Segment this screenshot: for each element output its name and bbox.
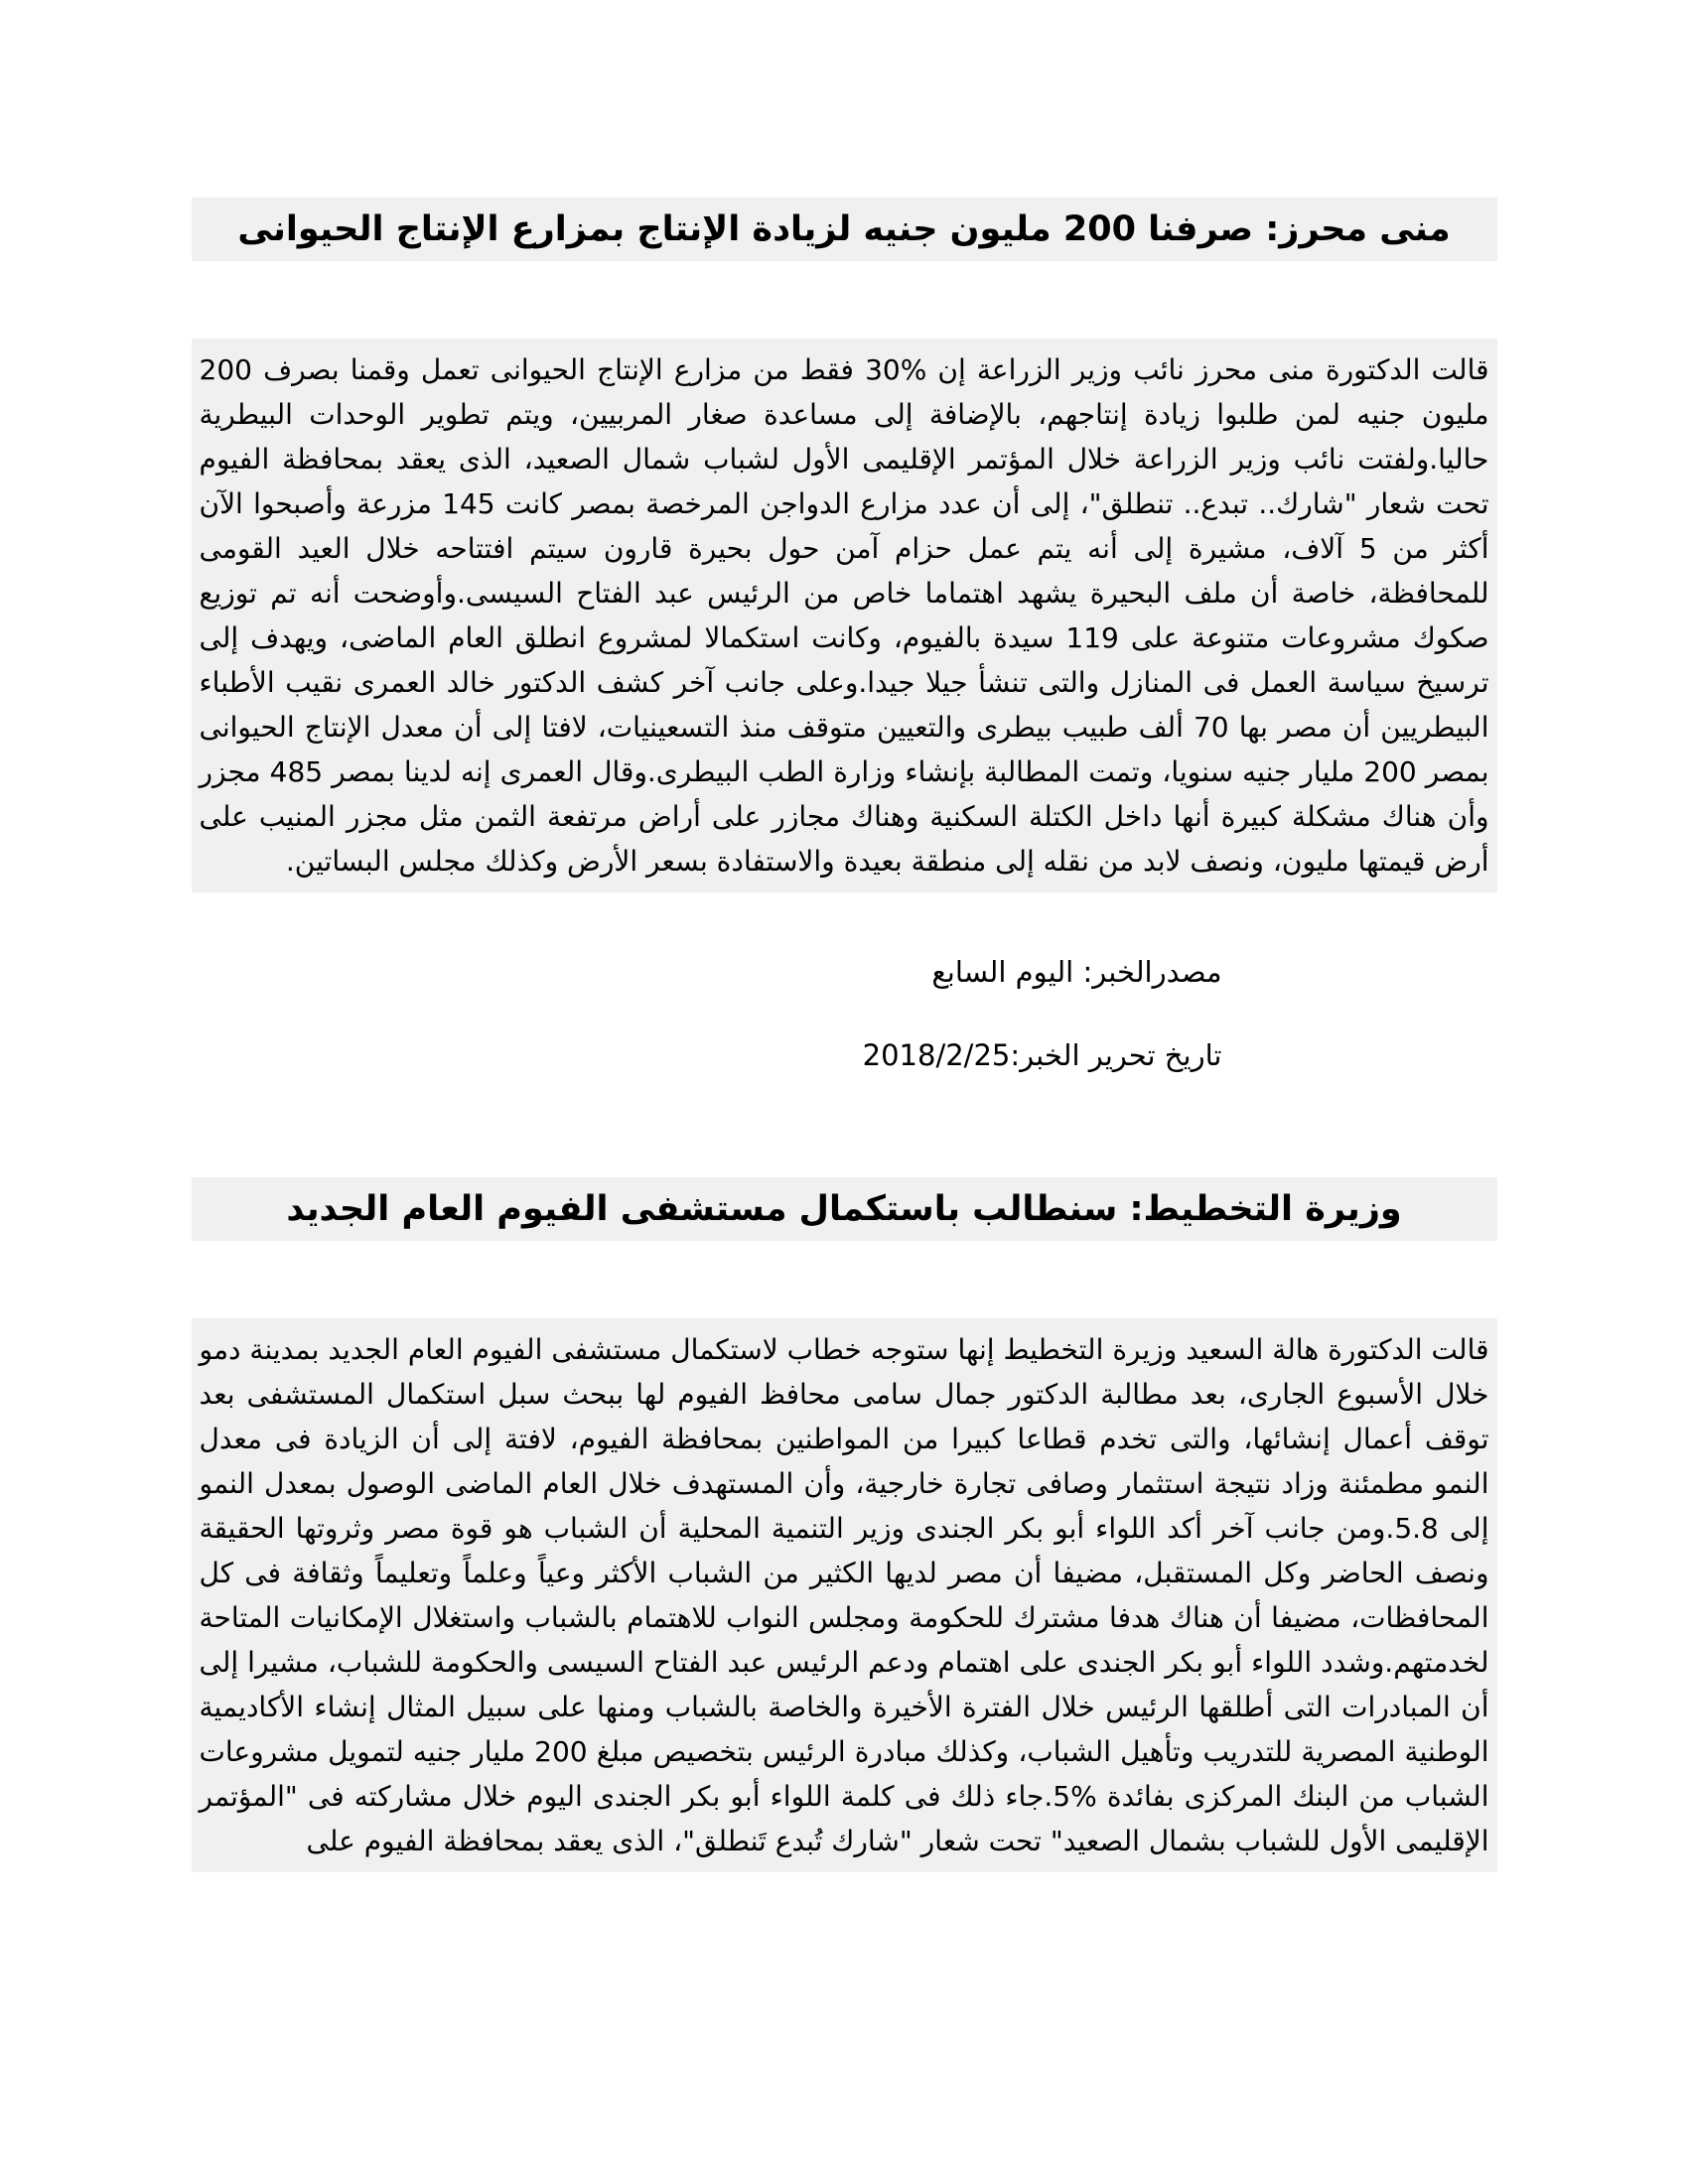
- article-second-headline: وزيرة التخطيط: سنطالب باستكمال مستشفى الفيوم العام الجديد: [192, 1177, 1497, 1241]
- article-first-source-line: مصدرالخبر: اليوم السابع: [931, 955, 1222, 989]
- article-second-body: قالت الدكتورة هالة السعيد وزيرة التخطيط إنها ستوجه خطاب لاستكمال مستشفى الفيوم العام الجديد بمدينة دمو خلال الأسبوع الجارى، بعد مطالبة الدكتور جمال سامى محافظ الفيوم لها ببحث سبل استكمال المستشفى بعد توقف أعمال إنشائها، والتى تخدم قطاعا كبيرا من المواطنين بمحافظة الفيوم، لافتة إلى أن الزيادة فى معدل النمو مطمئنة وزاد نتيجة استثمار وصافى تجارة خارجية، وأن المستهدف خلال العام الماضى الوصول بمعدل النمو إلى 5.8.ومن جانب آخر أكد اللواء أبو بكر الجندى وزير التنمية المحلية أن الشباب هو قوة مصر وثروتها الحقيقة ونصف الحاضر وكل المستقبل، مضيفا أن مصر لديها الكثير من الشباب الأكثر وعياً وعلماً وتعليماً وثقافة فى كل المحافظات، مضيفا أن هناك هدفا مشترك للحكومة ومجلس النواب للاهتمام بالشباب واستغلال الإمكانيات المتاحة لخدمتهم.وشدد اللواء أبو بكر الجندى على اهتمام ودعم الرئيس عبد الفتاح السيسى والحكومة للشباب، مشيرا إلى أن المبادرات التى أطلقها الرئيس خلال الفترة الأخيرة والخاصة بالشباب ومنها على سبيل المثال إنشاء الأكاديمية الوطنية المصرية للتدريب وتأهيل الشباب، وكذلك مبادرة الرئيس بتخصيص مبلغ 200 مليار جنيه لتمويل مشروعات الشباب من البنك المركزى بفائدة %5.جاء ذلك فى كلمة اللواء أبو بكر الجندى اليوم خلال مشاركته فى "المؤتمر الإقليمى الأول للشباب بشمال الصعيد" تحت شعار "شارك تُبدع تَنطلق"، الذى يعقد بمحافظة الفيوم على: [192, 1318, 1497, 1872]
- article-first-body: قالت الدكتورة منى محرز نائب وزير الزراعة إن %30 فقط من مزارع الإنتاج الحيوانى تعمل وقمنا بصرف 200 مليون جنيه لمن طلبوا زيادة إنتاجهم، بالإضافة إلى مساعدة صغار المربيين، ويتم تطوير الوحدات البيطرية حاليا.ولفتت نائب وزير الزراعة خلال المؤتمر الإقليمى الأول لشباب شمال الصعيد، الذى يعقد بمحافظة الفيوم تحت شعار "شارك.. تبدع.. تنطلق"، إلى أن عدد مزارع الدواجن المرخصة بمصر كانت 145 مزرعة وأصبحوا الآن أكثر من 5 آلاف، مشيرة إلى أنه يتم عمل حزام آمن حول بحيرة قارون سيتم افتتاحه خلال العيد القومى للمحافظة، خاصة أن ملف البحيرة يشهد اهتماما خاص من الرئيس عبد الفتاح السيسى.وأوضحت أنه تم توزيع صكوك مشروعات متنوعة على 119 سيدة بالفيوم، وكانت استكمالا لمشروع انطلق العام الماضى، ويهدف إلى ترسيخ سياسة العمل فى المنازل والتى تنشأ جيلا جيدا.وعلى جانب آخر كشف الدكتور خالد العمرى نقيب الأطباء البيطريين أن مصر بها 70 ألف طبيب بيطرى والتعيين متوقف منذ التسعينيات، لافتا إلى أن معدل الإنتاج الحيوانى بمصر 200 مليار جنيه سنويا، وتمت المطالبة بإنشاء وزارة الطب البيطرى.وقال العمرى إنه لدينا بمصر 485 مجزر وأن هناك مشكلة كبيرة أنها داخل الكتلة السكنية وهناك مجازر على أراض مرتفعة الثمن مثل مجزر المنيب على أرض قيمتها مليون، ونصف لابد من نقله إلى منطقة بعيدة والاستفادة بسعر الأرض وكذلك مجلس البساتين.: [192, 339, 1497, 892]
- article-first-headline: منى محرز: صرفنا 200 مليون جنيه لزيادة الإنتاج بمزارع الإنتاج الحيوانى: [192, 198, 1497, 261]
- article-first: [192, 198, 1497, 1075]
- content-column: [192, 198, 1497, 1872]
- article-first-date-line: تاريخ تحرير الخبر:2018/2/25: [862, 1038, 1222, 1072]
- article-second: [192, 1177, 1497, 1872]
